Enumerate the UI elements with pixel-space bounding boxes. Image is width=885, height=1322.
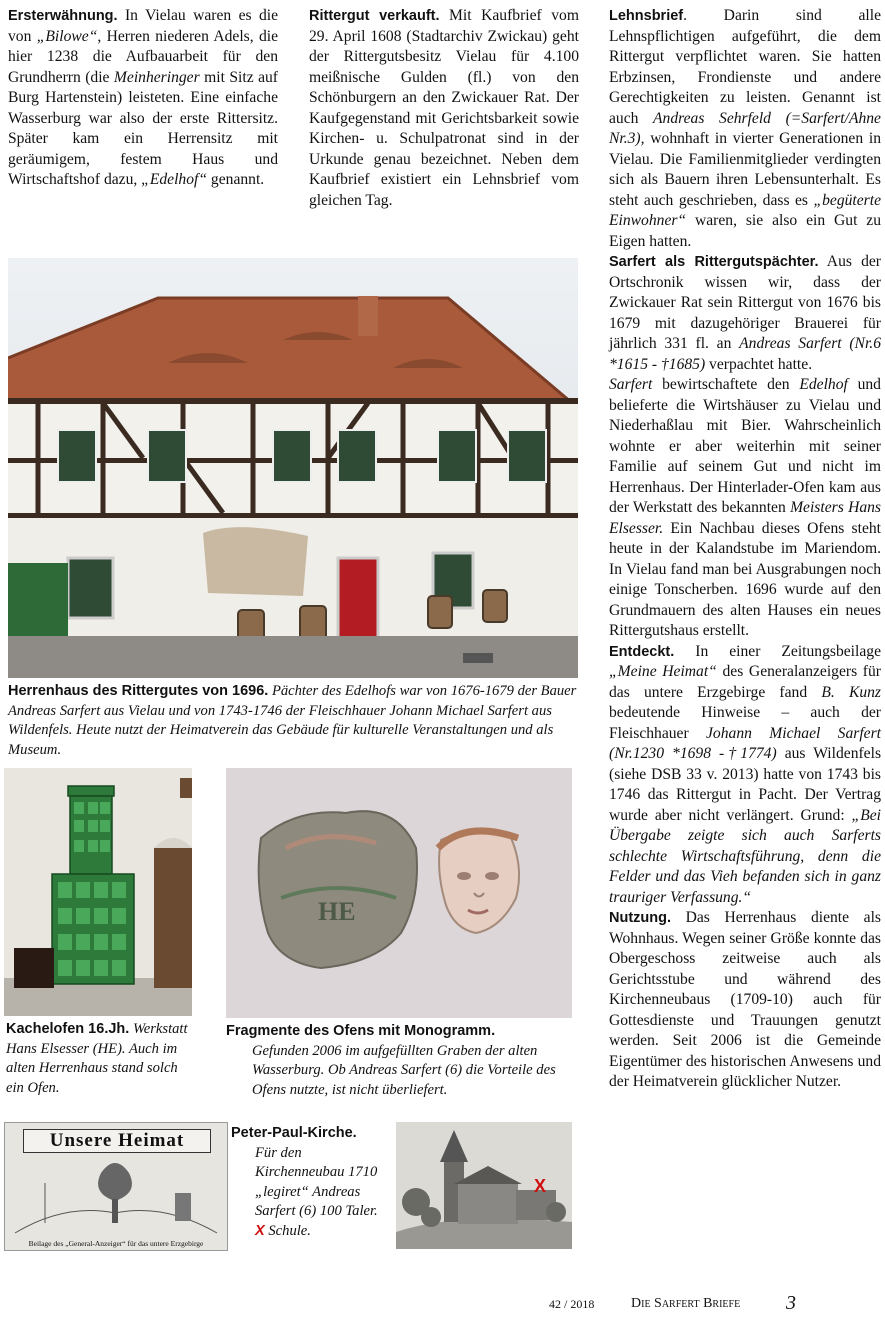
caption-kirche: Peter-Paul-Kirche. Für den Kirchenneubau 1710 „legiret“ Andreas Sarfert (6) 100 Taler. X Schule. bbox=[231, 1125, 378, 1239]
school-marker-icon: X bbox=[255, 1222, 265, 1239]
herrenhaus-illustration bbox=[8, 258, 578, 678]
kachelofen-illustration bbox=[4, 768, 192, 1016]
caption-fragmente: Fragmente des Ofens mit Monogramm. Gefunden 2006 im aufgefüllten Graben der alten Wasserburg. Ob Andreas Sarfert (6) die Vorteile des Ofens nutzte, ist nicht überliefert. bbox=[226, 1023, 556, 1098]
article-rittergut-verkauft: Rittergut verkauft. Mit Kaufbrief vom 29. April 1608 (Stadtarchiv Zwickau) geht der Rittergutsbesitz Vielau für 4.100 meißnische Gulden (fl.) von den Schönburgern an den Zwickauer Rat. Der Kaufgegenstand mit Gerichtsbarkeit sowie Kirchen- u. Schulpatronat sind in der Urkunde genau bezeichnet. Neben dem Kaufbrief existiert ein Lehnsbrief vom gleichen Tag. bbox=[309, 7, 579, 209]
footer-title: Die Sarfert Briefe bbox=[631, 1296, 741, 1311]
paragraph-edelhof: Sarfert bewirtschaftete den Edelhof und belieferte die Wirtshäuser zu Vielau und Niederhaßlau mit Bier. Wahrscheinlich wohnte er aber weiterhin mit seiner Familie auf seinem Gut und nicht im Herrenhaus. Der Hinterlader-Ofen kam aus der Werkstatt des bekannten Meisters Hans Elsesser. Ein Nachbau dieses Ofens steht heute in der Kalandstube im Mariendom. In Vielau fand man bei Ausgrabungen noch einige Tonscherben. 1696 wurde auf den Grundmauern des alten Hauses ein neues Rittergutshaus erstellt. bbox=[609, 376, 881, 639]
article-entdeckt: Entdeckt. In einer Zeitungsbeilage „Meine Heimat“ des Generalanzeigers für das untere Erzgebirge fand B. Kunz bedeutende Hinweise – auch der Fleischhauer Johann Michael Sarfert (Nr.1230 *1698 -†1774) aus Wildenfels (siehe DSB 33 v. 2013) hatte von 1743 bis 1746 das Rittergut in Pacht. Der Vertrag wurde aber nicht verlängert. Grund: „Bei Übergabe zeigte sich auch Sarferts schlechte Wirtschaftsführung, denn die Felder und das Vieh befanden sich in ganz trauriger Verfassung.“ bbox=[609, 642, 882, 906]
newspaper-vignette bbox=[5, 1153, 227, 1243]
caption-herrenhaus: Herrenhaus des Rittergutes von 1696. Pächter des Edelhofs war von 1676-1679 der Bauer Andreas Sarfert aus Vielau und von 1743-1746 der Fleischhauer Johann Michael Sarfert aus Wildenfels. Heute nutzt der Heimatverein das Gebäude für kulturelle Veranstaltungen und als Museum. bbox=[8, 683, 577, 758]
fragmente-illustration bbox=[226, 768, 572, 1018]
heading-rittergut-verkauft: Rittergut verkauft. bbox=[309, 8, 440, 24]
caption-kachelofen: Kachelofen 16.Jh. Werkstatt Hans Elsesser (HE). Auch im alten Herrenhaus stand solch ein Ofen. bbox=[6, 1021, 188, 1096]
newspaper-title: Unsere Heimat bbox=[23, 1129, 211, 1153]
newspaper-clipping bbox=[4, 1122, 228, 1251]
school-marker-x-icon: X bbox=[534, 1176, 547, 1196]
footer-issue: 42 / 2018 bbox=[549, 1297, 595, 1311]
article-lehnsbrief: Lehnsbrief. Darin sind alle Lehnspflichtigen aufgeführt, die dem Rittergut verpflichtet waren. Sie hatten Erbzinsen, Frondienste und andere Gerechtigkeiten zu leisten. Genannt ist auch Andreas Sehrfeld (=Sarfert/Ahne Nr.3), wohnhaft in vierter Generationen in Vielau. Die Familienmitglieder verdingten sich als Bauern ihren Lebensunterhalt. Es steht auch geschrieben, dass es „begüterte Einwohner“ waren, sie also ein Gut zu Eigen hatten. bbox=[609, 7, 881, 250]
kachelofen-photo bbox=[4, 768, 192, 1016]
page-number: 3 bbox=[786, 1292, 796, 1314]
article-nutzung: Nutzung. Das Herrenhaus diente als Wohnhaus. Wegen seiner Größe konnte das Obergeschoss zeitweise auch als Gerichtsstube und während des Kirchenneubaus (1709-10) auch für Gottesdienste und Trauungen genutzt werden. Seit 2006 ist die Gemeinde Eigentümer des historischen Anwesens und der Heimatverein glücklicher Nutzer. bbox=[609, 909, 881, 1090]
church-engraving bbox=[396, 1122, 572, 1249]
article-rittergutspaechter: Sarfert als Rittergutspächter. Aus der Ortschronik wissen wir, dass der Zwickauer Rat sein Rittergut von 1676 bis 1679 mit dazugehöriger Brauerei für jährlich 331 fl. an Andreas Sarfert (Nr.6 *1615 - †1685) verpachtet hatte. bbox=[609, 253, 881, 373]
church-illustration bbox=[396, 1122, 572, 1249]
herrenhaus-photo bbox=[8, 258, 578, 678]
monogram-label: HE bbox=[318, 897, 356, 926]
fragmente-photo bbox=[226, 768, 572, 1018]
heading-ersterwaehnung: Ersterwähnung. bbox=[8, 8, 118, 24]
article-ersterwaehnung: Ersterwähnung. In Vielau waren es die von „Bilowe“, Herren niederen Adels, die hier 1238 die Aufbauarbeit für den Grundherrn (die Meinheringer mit Sitz auf Burg Hartenstein) leisteten. Eine einfache Wasserburg war also der erste Rittersitz. Später kam ein Herrensitz mit geräumigem, festem Haus und Wirtschaftshof dazu, „Edelhof“ genannt. bbox=[8, 7, 278, 188]
footer bbox=[549, 1297, 594, 1312]
newspaper-subtitle: Beilage des „General-Anzeiger“ für das untere Erzgebirge bbox=[28, 1239, 204, 1248]
column-right bbox=[609, 6, 881, 1093]
